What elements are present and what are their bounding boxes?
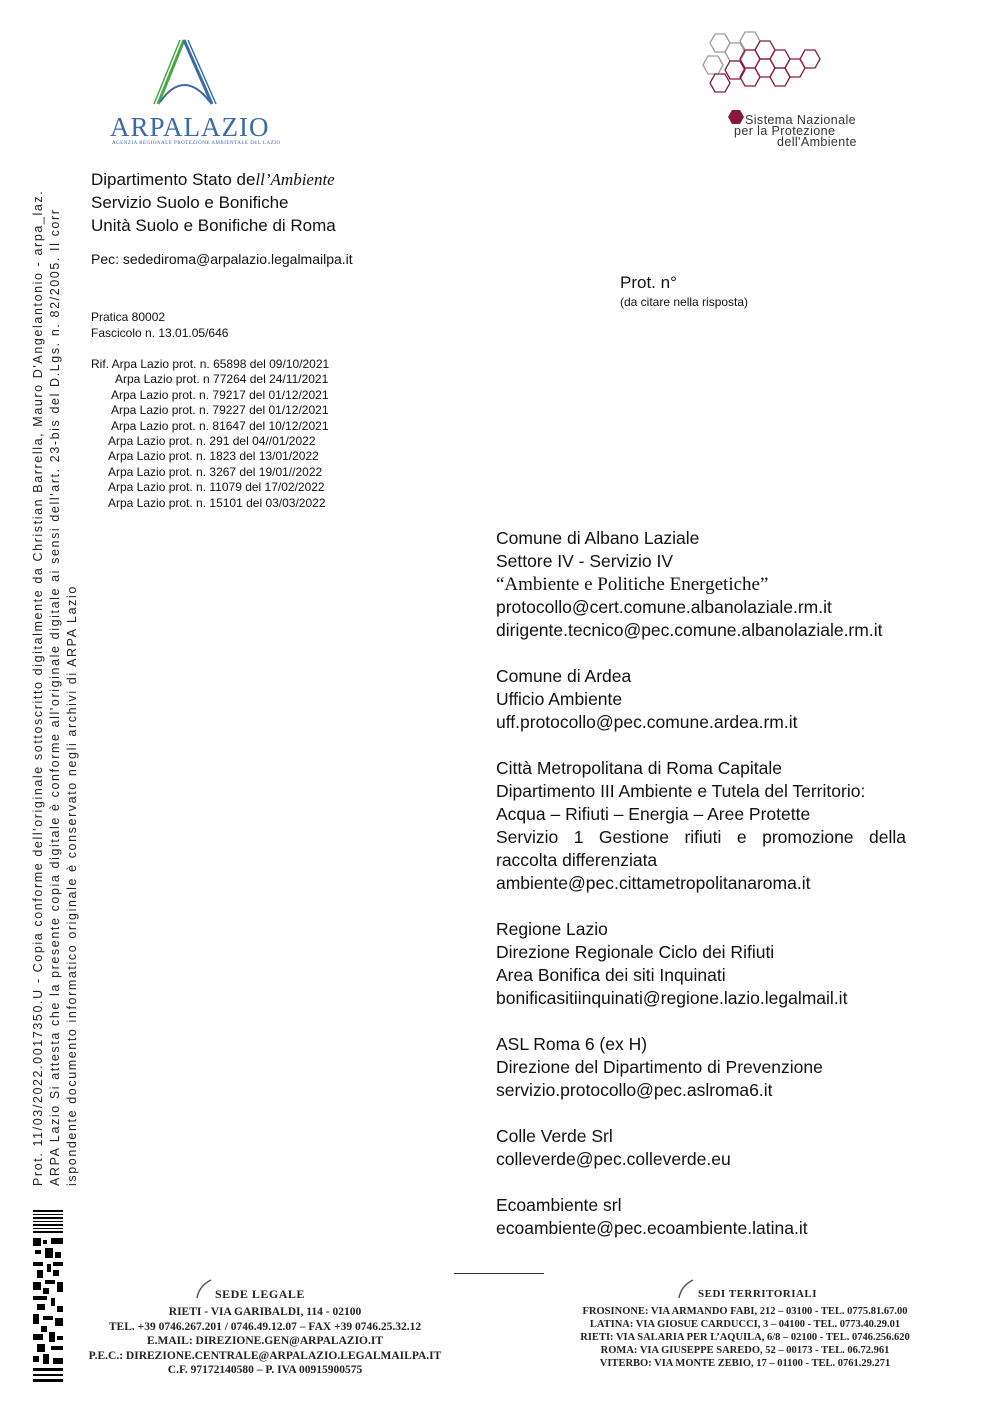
recipient-office: Settore IV - Servizio IV	[496, 551, 674, 571]
footer-legal-line: TEL. +39 0746.267.201 / 0746.49.12.07 – FAX +39 0746.25.32.12	[108, 1320, 422, 1333]
recipient-name: ASL Roma 6 (ex H)	[496, 1034, 648, 1054]
recipient-name: Comune di Ardea	[496, 666, 632, 686]
footer-legal-line: E.MAIL: DIREZIONE.GEN@ARPALAZIO.IT	[146, 1335, 384, 1347]
sender-pec: Pec: sedediroma@arpalazio.legalmailpa.it	[91, 251, 353, 267]
arpa-logo-subtitle: AGENZIA REGIONALE PROTEZIONE AMBIENTALE DEL LAZIO	[112, 141, 281, 146]
margin-note-line-3: ispondente documento informatico originale è conservato negli archivi di ARPA Lazio	[65, 585, 79, 1186]
footer-legal-line: P.E.C.: DIREZIONE.CENTRALE@ARPALAZIO.LEGALMAILPA.IT	[88, 1349, 442, 1362]
sender-department: Dipartimento Stato dell’Ambiente	[91, 170, 335, 189]
margin-note-line-1: Prot. 11/03/2022.0017350.U - Copia conforme dell'originale sottoscritto digitalmente da Christian Barrella, Mauro D'Angelantonio - arpa_laz.	[31, 189, 45, 1186]
reference-line: Arpa Lazio prot. n. 1823 del 13/01/2022	[108, 449, 319, 463]
snpa-name-line-3: dell'Ambiente	[777, 135, 857, 149]
recipient-regione-lazio	[496, 918, 906, 1010]
pratica-block	[91, 310, 228, 341]
recipients-list	[496, 527, 906, 1263]
footer-separator	[454, 1273, 544, 1274]
arpa-logo-name: ARPALAZIO	[110, 112, 270, 142]
footer-legal-title: SEDE LEGALE	[215, 1287, 305, 1301]
protocol-label: Prot. n°	[620, 273, 677, 292]
recipient-ecoambiente	[496, 1194, 906, 1240]
recipient-department: Direzione del Dipartimento di Prevenzione	[496, 1057, 823, 1077]
footer-office-line: VITERBO: VIA MONTE ZEBIO, 17 – 01100 - TEL. 0761.29.271	[599, 1358, 891, 1369]
recipient-name: Comune di Albano Laziale	[496, 528, 700, 548]
reference-line: Arpa Lazio prot. n. 79227 del 01/12/2021	[111, 403, 329, 417]
footer-territorial-offices	[540, 1305, 950, 1370]
recipient-asl	[496, 1033, 906, 1102]
arpa-logo-icon	[150, 38, 220, 106]
recipient-office: Ufficio Ambiente	[496, 689, 623, 709]
fascicolo-number: Fascicolo n. 13.01.05/646	[91, 325, 229, 340]
footer-legal-address	[55, 1305, 475, 1378]
footer-office-line: ROMA: VIA GIUSEPPE SAREDO, 52 – 00173 - TEL. 06.72.961	[600, 1345, 890, 1356]
recipient-office: Area Bonifica dei siti Inquinati	[496, 965, 726, 985]
recipient-service: Servizio 1 Gestione rifiuti e promozione della	[496, 827, 906, 847]
recipient-albano	[496, 527, 906, 642]
footer-territorial-title: SEDI TERRITORIALI	[698, 1288, 818, 1300]
recipient-office-subtitle: “Ambiente e Politiche Energetiche”	[496, 574, 769, 595]
footer-office-line: LATINA: VIA GIOSUE CARDUCCI, 3 – 04100 - TEL. 0773.40.29.01	[589, 1319, 901, 1330]
recipient-email: protocollo@cert.comune.albanolaziale.rm.it	[496, 597, 832, 617]
recipient-colle-verde	[496, 1125, 906, 1171]
recipient-ardea	[496, 665, 906, 734]
snpa-name-line-2: per la Protezione	[734, 124, 836, 138]
margin-note-line-2: ARPA Lazio Si attesta che la presente copia digitale è conforme all'originale digitale ai sensi dell'art. 23-bis del D.Lgs. n. 82/2005. Il corr	[48, 208, 62, 1186]
recipient-email: bonificasitiinquinati@regione.lazio.legalmail.it	[496, 988, 848, 1008]
reference-line: Arpa Lazio prot. n. 3267 del 19/01//2022	[108, 465, 323, 479]
recipient-email: servizio.protocollo@pec.aslroma6.it	[496, 1080, 773, 1100]
recipient-email: uff.protocollo@pec.comune.ardea.rm.it	[496, 712, 798, 732]
sender-unit: Unità Suolo e Bonifiche di Roma	[91, 216, 336, 235]
reference-line: Arpa Lazio prot. n. 11079 del 17/02/2022	[108, 480, 325, 494]
reference-line: Arpa Lazio prot. n. 79217 del 01/12/2021	[111, 388, 329, 402]
recipient-name: Città Metropolitana di Roma Capitale	[496, 758, 782, 778]
recipient-email: ambiente@pec.cittametropolitanaroma.it	[496, 873, 811, 893]
sender-block	[91, 168, 336, 237]
recipient-email: colleverde@pec.colleverde.eu	[496, 1149, 731, 1169]
recipient-email: ecoambiente@pec.ecoambiente.latina.it	[496, 1218, 808, 1238]
reference-line: Arpa Lazio prot. n. 81647 del 10/12/2021	[111, 419, 329, 433]
recipient-citta-metropolitana	[496, 757, 906, 895]
reference-line: Arpa Lazio prot. n 77264 del 24/11/2021	[115, 372, 329, 386]
sedi-territoriali-mark-icon	[675, 1278, 697, 1300]
reference-line: Arpa Lazio prot. n. 291 del 04//01/2022	[108, 434, 316, 448]
snpa-name-line-1: Sistema Nazionale	[745, 113, 857, 127]
footer-office-line: FROSINONE: VIA ARMANDO FABI, 212 – 03100 - TEL. 0775.81.67.00	[582, 1306, 908, 1317]
sender-service: Servizio Suolo e Bonifiche	[91, 193, 289, 212]
footer-legal-line: C.F. 97172140580 – P. IVA 00915900575	[167, 1364, 363, 1376]
footer-legal-line: RIETI - VIA GARIBALDI, 114 - 02100	[168, 1306, 362, 1318]
recipient-name: Regione Lazio	[496, 919, 608, 939]
recipient-name: Colle Verde Srl	[496, 1126, 613, 1146]
margin-certification-note	[30, 36, 81, 1186]
protocol-note: (da citare nella risposta)	[620, 295, 749, 309]
sede-legale-mark-icon	[193, 1278, 215, 1300]
recipient-email: dirigente.tecnico@pec.comune.albanolaziale.rm.it	[496, 620, 883, 640]
recipient-department-areas: Acqua – Rifiuti – Energia – Aree Protette	[496, 804, 811, 824]
reference-line: Arpa Lazio prot. n. 15101 del 03/03/2022	[108, 496, 326, 510]
recipient-service-cont: raccolta differenziata	[496, 850, 658, 870]
snpa-hexagon-logo-icon	[700, 26, 825, 126]
recipient-department: Direzione Regionale Ciclo dei Rifiuti	[496, 942, 775, 962]
reference-line: Rif. Arpa Lazio prot. n. 65898 del 09/10/2021	[91, 357, 330, 371]
footer-office-line: RIETI: VIA SALARIA PER L’AQUILA, 6/8 – 02100 - TEL. 0746.256.620	[580, 1332, 910, 1343]
recipient-department: Dipartimento III Ambiente e Tutela del Territorio:	[496, 781, 866, 801]
recipient-name: Ecoambiente srl	[496, 1195, 622, 1215]
pratica-number: Pratica 80002	[91, 310, 166, 324]
